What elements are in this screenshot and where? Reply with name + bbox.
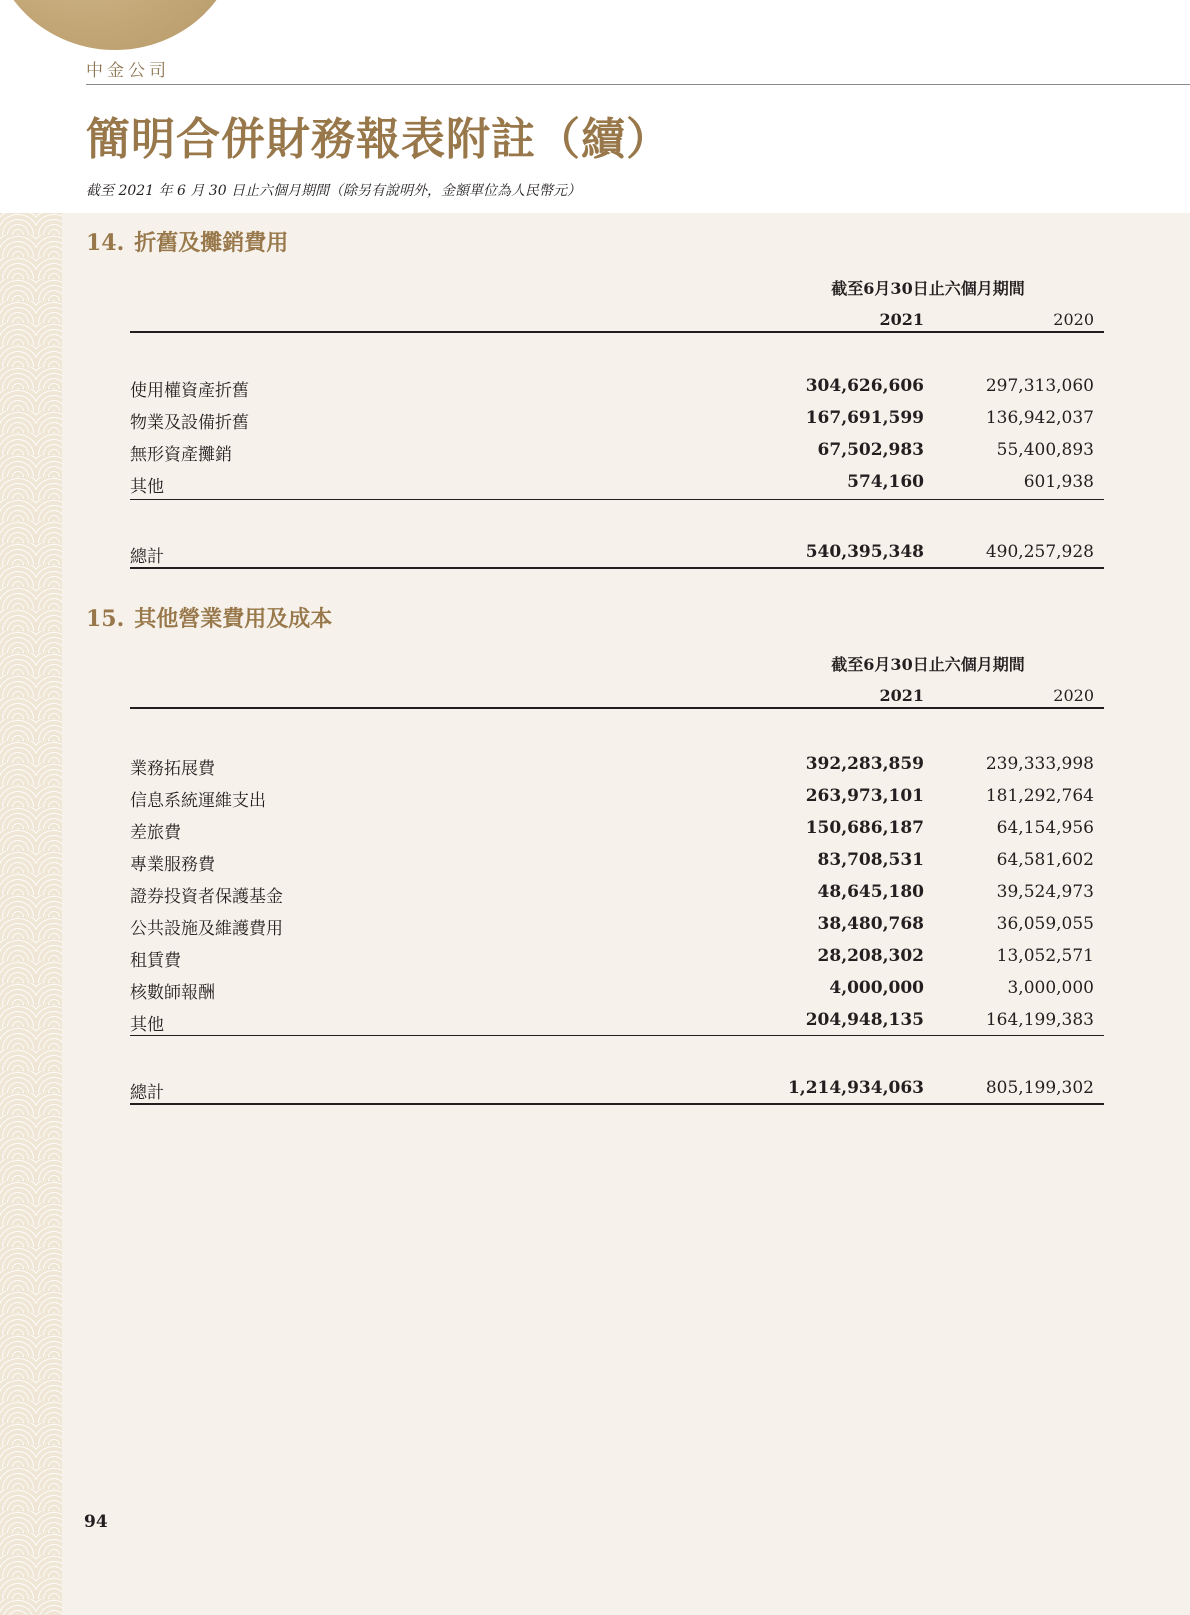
row-value-2021: 67,502,983 <box>817 440 924 460</box>
note-15-title: 其他營業費用及成本 <box>134 606 333 632</box>
row-label: 核數師報酬 <box>130 983 215 1003</box>
note-14-heading <box>86 226 288 257</box>
table-row <box>130 786 1104 814</box>
row-label: 證券投資者保護基金 <box>130 887 283 907</box>
table-row <box>130 882 1104 910</box>
row-value-2020: 64,581,602 <box>996 850 1094 870</box>
total-row <box>130 1078 1104 1106</box>
total-value-2021: 1,214,934,063 <box>787 1078 924 1098</box>
note-15-number: 15. <box>86 606 125 632</box>
row-label: 其他 <box>130 477 164 497</box>
row-value-2021: 304,626,606 <box>805 376 924 396</box>
row-value-2020: 136,942,037 <box>985 408 1094 428</box>
row-value-2021: 4,000,000 <box>829 978 924 998</box>
table-row <box>130 408 1104 436</box>
header-divider <box>86 84 1190 85</box>
row-label: 差旅費 <box>130 823 181 843</box>
table-row <box>130 850 1104 878</box>
note-15-header-rule <box>130 707 1104 709</box>
row-value-2020: 239,333,998 <box>985 754 1094 774</box>
row-label: 信息系統運維支出 <box>130 791 266 811</box>
total-value-2020: 490,257,928 <box>985 542 1094 562</box>
row-value-2021: 574,160 <box>847 472 924 492</box>
note-15-period-header: 截至6月30日止六個月期間 <box>831 655 1025 674</box>
row-value-2021: 83,708,531 <box>817 850 924 870</box>
row-label: 專業服務費 <box>130 855 215 875</box>
note-15-year-prior: 2020 <box>1053 686 1094 705</box>
row-value-2020: 3,000,000 <box>1007 978 1094 998</box>
row-value-2020: 64,154,956 <box>996 818 1094 838</box>
page-number: 94 <box>84 1512 108 1532</box>
row-value-2021: 263,973,101 <box>805 786 924 806</box>
row-value-2021: 204,948,135 <box>805 1010 924 1030</box>
table-row <box>130 440 1104 468</box>
note-15-subtotal-rule <box>130 1035 1104 1036</box>
row-label: 業務拓展費 <box>130 759 215 779</box>
row-label: 公共設施及維護費用 <box>130 919 283 939</box>
company-name: 中金公司 <box>86 61 170 81</box>
page-subtitle: 截至 2021 年 6 月 30 日止六個月期間（除另有說明外，金額單位為人民幣元） <box>86 183 582 199</box>
table-row <box>130 1010 1104 1038</box>
row-label: 無形資產攤銷 <box>130 445 232 465</box>
total-row <box>130 542 1104 570</box>
row-value-2020: 181,292,764 <box>985 786 1094 806</box>
note-15-total-rule <box>130 1103 1104 1105</box>
note-14-number: 14. <box>86 230 125 256</box>
total-label: 總計 <box>130 547 164 567</box>
row-value-2020: 601,938 <box>1023 472 1094 492</box>
decorative-wave-pattern <box>0 213 62 1615</box>
total-value-2021: 540,395,348 <box>805 542 924 562</box>
row-value-2020: 39,524,973 <box>996 882 1094 902</box>
page-title: 簡明合併財務報表附註（續） <box>86 114 671 165</box>
table-row <box>130 472 1104 500</box>
row-value-2021: 150,686,187 <box>805 818 924 838</box>
note-15-year-current: 2021 <box>879 686 924 705</box>
table-row <box>130 818 1104 846</box>
note-14-period-header: 截至6月30日止六個月期間 <box>831 279 1025 298</box>
note-15-heading <box>86 602 332 633</box>
row-label: 物業及設備折舊 <box>130 413 249 433</box>
table-row <box>130 376 1104 404</box>
table-row <box>130 978 1104 1006</box>
note-14-year-prior: 2020 <box>1053 310 1094 329</box>
total-label: 總計 <box>130 1083 164 1103</box>
row-value-2021: 38,480,768 <box>817 914 924 934</box>
row-value-2020: 55,400,893 <box>996 440 1094 460</box>
row-label: 租賃費 <box>130 951 181 971</box>
note-14-header-rule <box>130 331 1104 333</box>
row-value-2021: 48,645,180 <box>817 882 924 902</box>
row-label: 其他 <box>130 1015 164 1035</box>
note-14-total-rule <box>130 567 1104 569</box>
note-14-title: 折舊及攤銷費用 <box>134 230 289 256</box>
note-14-subtotal-rule <box>130 499 1104 500</box>
row-value-2021: 28,208,302 <box>817 946 924 966</box>
row-value-2020: 297,313,060 <box>985 376 1094 396</box>
row-value-2021: 167,691,599 <box>805 408 924 428</box>
row-value-2021: 392,283,859 <box>805 754 924 774</box>
table-row <box>130 914 1104 942</box>
row-value-2020: 13,052,571 <box>996 946 1094 966</box>
note-14-year-current: 2021 <box>879 310 924 329</box>
row-value-2020: 36,059,055 <box>996 914 1094 934</box>
table-row <box>130 946 1104 974</box>
total-value-2020: 805,199,302 <box>985 1078 1094 1098</box>
row-value-2020: 164,199,383 <box>985 1010 1094 1030</box>
company-logo-circle <box>0 0 240 50</box>
row-label: 使用權資產折舊 <box>130 381 249 401</box>
table-row <box>130 754 1104 782</box>
